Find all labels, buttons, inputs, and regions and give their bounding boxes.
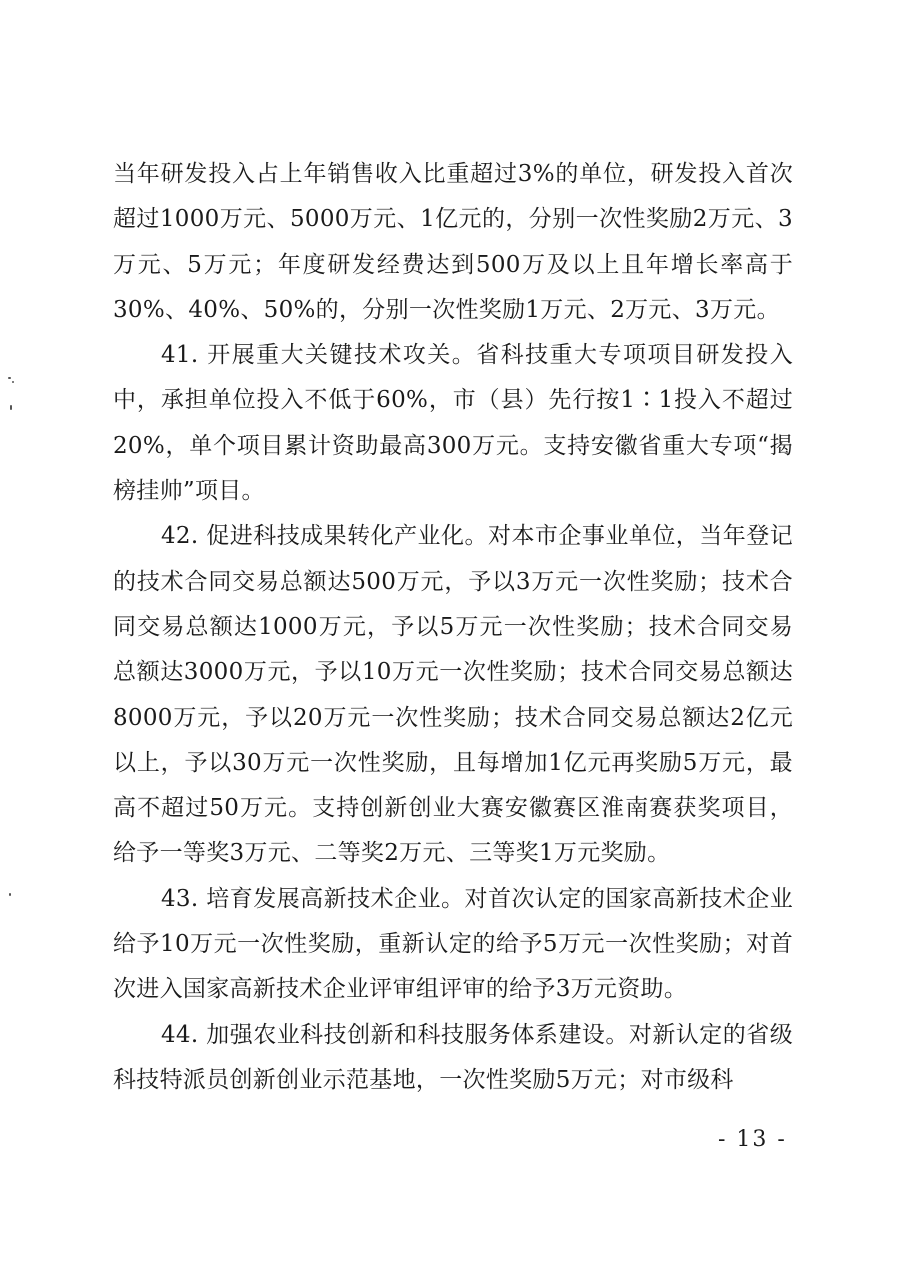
scan-mark [12,381,14,383]
paragraph-item-42: 42. 促进科技成果转化产业化。对本市企事业单位，当年登记的技术合同交易总额达500万元，予以3万元一次性奖励；技术合同交易总额达1000万元，予以5万元一次性奖励；技术合同交易总额达3000万元，予以10万元一次性奖励；技术合同交易总额达8000万元，予以20万元一次性奖励；技术合同交易总额达2亿元以上，予以30万元一次性奖励，且每增加1亿元再奖励5万元，最高不超过50万元。支持创新创业大赛安徽赛区淮南赛获奖项目，给予一等奖3万元、二等奖2万元、三等奖1万元奖励。 [113,523,793,867]
scan-mark [9,893,11,896]
body-text [113,152,793,1103]
paragraph-item-41: 41. 开展重大关键技术攻关。省科技重大专项项目研发投入中，承担单位投入不低于60%，市（县）先行按1∶1投入不超过20%，单个项目累计资助最高300万元。支持安徽省重大专项“揭榜挂帅”项目。 [113,342,793,505]
paragraph-item-43: 43. 培育发展高新技术企业。对首次认定的国家高新技术企业给予10万元一次性奖励，重新认定的给予5万元一次性奖励；对首次进入国家高新技术企业评审组评审的给予3万元资助。 [113,885,793,1003]
paragraph-item-44: 44. 加强农业科技创新和科技服务体系建设。对新认定的省级科技特派员创新创业示范基地，一次性奖励5万元；对市级科 [113,1021,793,1093]
paragraph-continuation: 当年研发投入占上年销售收入比重超过3%的单位，研发投入首次超过1000万元、5000万元、1亿元的，分别一次性奖励2万元、3万元、5万元；年度研发经费达到500万及以上且年增长率高于30%、40%、50%的，分别一次性奖励1万元、2万元、3万元。 [113,161,793,323]
scan-mark [10,405,12,410]
page-number: - 13 - [718,1127,787,1152]
scan-mark [8,377,11,379]
